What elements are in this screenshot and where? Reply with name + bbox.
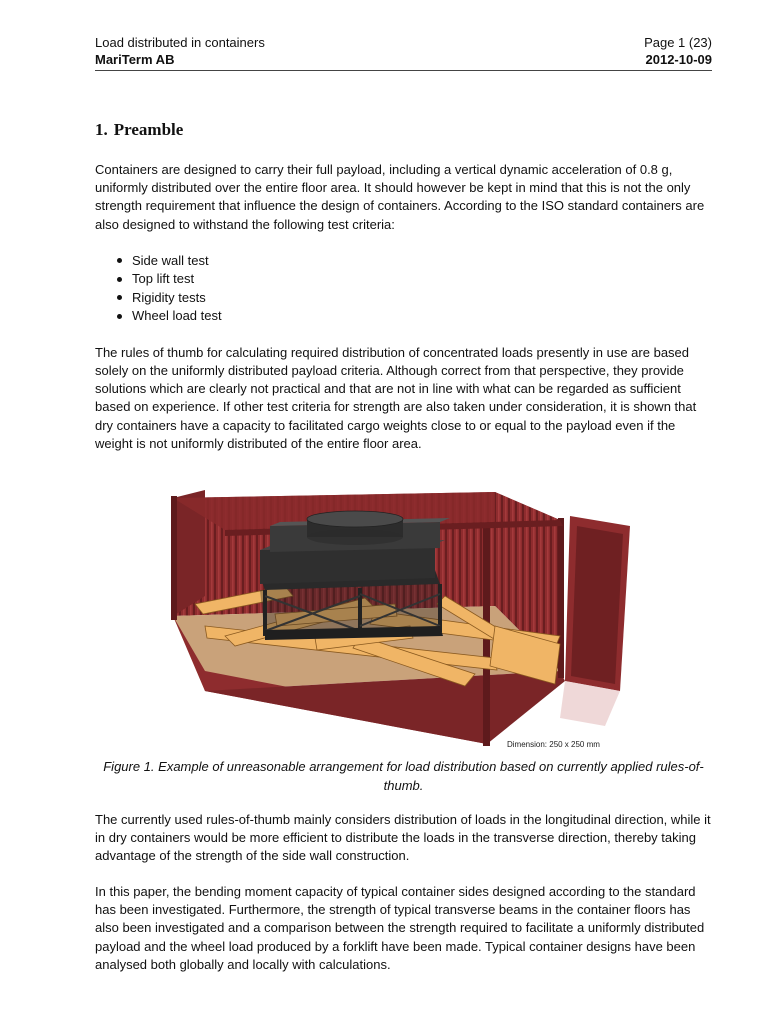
paragraph-intro: Containers are designed to carry their full payload, including a vertical dynamic acceleration of 0.8 g, uniformly distributed over the entire floor area. It should however be kept in mind that this is not the only strength requirement that influence the design of containers. According to the ISO standard containers are also designed to withstand the following test criteria: <box>95 162 705 232</box>
section-title: Preamble <box>113 120 184 139</box>
list-item: Top lift test <box>117 270 712 289</box>
paragraph-rules-of-thumb: The rules of thumb for calculating required distribution of concentrated loads presently in use are based solely on the uniformly distributed payload criteria. Although correct from that perspective, they provide solutions which are clearly not practical and that are not in line with what can be regarded as sufficient based on experience. If other test criteria for strength are also taken under consideration, it is shown that dry containers have a capacity to facilitated cargo weights close to or equal to the payload even if the weight is not uniformly distributed of the entire floor area. <box>95 344 697 451</box>
header-divider <box>95 70 712 71</box>
header-company: MariTerm AB <box>95 52 175 67</box>
header-doc-title: Load distributed in containers <box>95 35 265 50</box>
header-date: 2012-10-09 <box>645 52 712 67</box>
list-item: Wheel load test <box>117 307 712 326</box>
page-header-top <box>95 34 712 51</box>
header-page-label: Page 1 (23) <box>644 35 712 50</box>
list-item: Rigidity tests <box>117 289 712 308</box>
figure-caption: Figure 1. Example of unreasonable arrangement for load distribution based on currently applied rules-of-thumb. <box>103 759 704 793</box>
test-criteria-list <box>95 252 712 326</box>
document-page <box>95 34 712 453</box>
figure-dimension-label: Dimension: 250 x 250 mm <box>507 740 600 749</box>
paragraph-investigation: In this paper, the bending moment capacity of typical container sides designed according to the standard has been investigated. Furthermore, the strength of typical transverse beams in the container floors has also been investigated and a comparison between the strength required to facilitate a uniformly distributed payload and the wheel load produced by a forklift have been made. Typical container designs have been analysed both globally and locally with calculations. <box>95 884 705 972</box>
list-item: Side wall test <box>117 252 712 271</box>
page-header-bottom <box>95 51 712 68</box>
paragraph-longitudinal: The currently used rules-of-thumb mainly considers distribution of loads in the longitudinal direction, while it in dry containers would be more efficient to distribute the loads in the transverse direction, thereby taking advantage of the strength of the side wall construction. <box>95 812 711 864</box>
section-number: 1. <box>95 120 108 139</box>
container-illustration <box>165 486 635 754</box>
section-heading <box>95 119 712 141</box>
figure-container-illustration <box>165 486 635 754</box>
